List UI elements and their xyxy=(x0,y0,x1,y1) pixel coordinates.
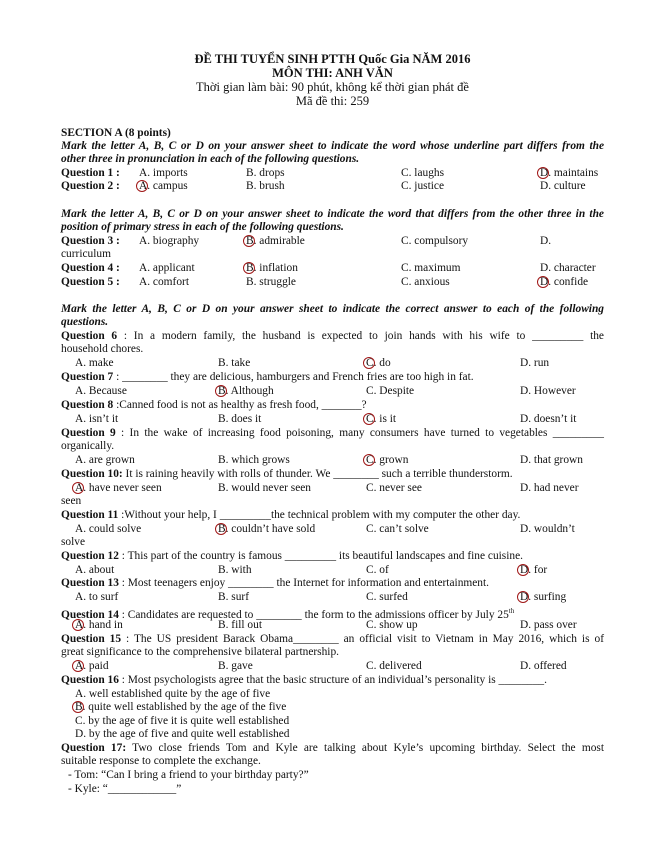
option-c[interactable]: C. do xyxy=(366,357,391,369)
instruction-correct-answer: Mark the letter A, B, C or D on your answer sheet to indicate the correct answer to each of the following xyxy=(61,303,604,315)
answer-circle-q4 xyxy=(243,262,255,274)
option-a[interactable]: A. campus xyxy=(139,180,188,192)
exam-time: Thời gian làm bài: 90 phút, không kể thời gian phát đề xyxy=(196,80,469,94)
option-c[interactable]: C. anxious xyxy=(401,276,450,288)
question-7-options xyxy=(0,385,665,399)
question-text: It is raining heavily with rolls of thunder. We ________ such a terrible thunderstorm. xyxy=(122,468,513,480)
option-b[interactable]: B. with xyxy=(218,564,252,576)
dialogue-kyle: - Kyle: “____________” xyxy=(68,783,182,795)
option-d[interactable]: D. that grown xyxy=(520,454,583,466)
question-text: : Candidates are requested to ________ the form to the admissions officer by July 25 xyxy=(118,608,509,621)
option-b[interactable]: B. fill out xyxy=(218,619,262,631)
exam-subject: MÔN THI: ANH VĂN xyxy=(272,66,393,80)
option-d[interactable]: D. However xyxy=(520,385,576,397)
option-c[interactable]: C. by the age of five it is quite well established xyxy=(75,715,290,727)
option-b[interactable]: B. quite well established by the age of the five xyxy=(75,701,287,713)
question-10-stem xyxy=(61,468,513,481)
answer-circle-q2 xyxy=(136,180,148,192)
question-15-stem xyxy=(61,633,604,646)
question-11-options xyxy=(0,523,665,537)
question-text: : Most teenagers enjoy ________ the Internet for information and entertainment. xyxy=(118,577,490,589)
option-d[interactable]: D. offered xyxy=(520,660,567,672)
question-text: : In the wake of increasing food poisoning, many consumers have turned to vegetables _________ xyxy=(115,427,604,439)
question-text: :Without your help, I _________the technical problem with my computer the other day. xyxy=(118,509,521,521)
option-a[interactable]: A. Because xyxy=(75,385,127,397)
question-label: Question 5 : xyxy=(61,276,120,288)
option-d[interactable]: D. confide xyxy=(540,276,589,288)
question-label: Question 2 : xyxy=(61,180,120,192)
question-15-options xyxy=(0,660,665,674)
instruction-stress-2: position of primary stress in each of the following questions. xyxy=(61,221,344,233)
instruction-stress: Mark the letter A, B, C or D on your answer sheet to indicate the word that differs from the other three in the xyxy=(61,208,604,220)
question-text: : Most psychologists agree that the basic structure of an individual’s personality is ________. xyxy=(118,674,547,686)
option-b[interactable]: B. inflation xyxy=(246,262,298,274)
option-d[interactable]: D. surfing xyxy=(520,591,567,603)
question-label: Question 8 xyxy=(61,399,114,411)
question-text: : This part of the country is famous _________ its beautiful landscapes and fine cuisine. xyxy=(118,550,523,562)
question-8-options xyxy=(0,413,665,427)
instruction-pronunciation-2: other three in pronunciation in each of the following questions. xyxy=(61,153,360,165)
answer-circle-q16 xyxy=(72,701,84,713)
question-text: : In a modern family, the husband is expected to join hands with his wife to _________ the xyxy=(117,330,604,342)
answer-circle-q5 xyxy=(537,276,549,288)
option-c[interactable]: C. is it xyxy=(366,413,397,425)
question-6-stem-2: household chores. xyxy=(61,343,144,355)
question-7-stem xyxy=(61,371,474,384)
answer-circle-q3 xyxy=(243,235,255,247)
question-text: Two close friends Tom and Kyle are talking about Kyle’s upcoming birthday. Select the most xyxy=(126,742,604,754)
question-6-stem xyxy=(61,330,604,343)
option-b[interactable]: B. brush xyxy=(246,180,285,192)
question-12-stem xyxy=(61,550,523,563)
option-c[interactable]: C. maximum xyxy=(401,262,461,274)
question-10-options xyxy=(0,482,665,496)
option-b[interactable]: B. drops xyxy=(246,167,285,179)
question-15-stem-2: great significance to the comprehensive bilateral partnership. xyxy=(61,646,340,658)
question-9-stem-2: organically. xyxy=(61,440,115,452)
exam-code: Mã đề thi: 259 xyxy=(295,94,370,108)
question-9-stem xyxy=(61,427,604,440)
option-b[interactable]: B. gave xyxy=(218,660,253,672)
question-label: Question 10: xyxy=(61,468,123,480)
section-heading: SECTION A (8 points) xyxy=(61,127,171,139)
option-d[interactable]: D. culture xyxy=(540,180,586,192)
question-16-stem xyxy=(61,674,547,687)
option-a[interactable]: A. biography xyxy=(139,235,200,247)
option-b[interactable]: B. Although xyxy=(218,385,274,397)
answer-circle-q1 xyxy=(537,167,549,179)
question-11-stem xyxy=(61,509,520,522)
answer-circle-q11 xyxy=(215,523,227,535)
option-b[interactable]: B. take xyxy=(218,357,251,369)
question-17-stem xyxy=(61,742,604,755)
option-d[interactable]: D. xyxy=(540,235,552,247)
answer-circle-q9 xyxy=(363,454,375,466)
option-d-continued: curriculum xyxy=(61,248,111,260)
superscript: th xyxy=(508,607,515,615)
option-b[interactable]: B. which grows xyxy=(218,454,290,466)
question-text: : The US president Barack Obama________ an official visit to Vietnam in May 2016, which is of xyxy=(121,633,604,645)
question-8-stem xyxy=(61,399,367,412)
option-c[interactable]: C. compulsory xyxy=(401,235,469,247)
question-label: Question 4 : xyxy=(61,262,120,274)
option-b[interactable]: B. would never seen xyxy=(218,482,311,494)
question-13-stem xyxy=(61,577,489,590)
option-b[interactable]: B. couldn’t have sold xyxy=(218,523,316,535)
question-12-options xyxy=(0,564,665,578)
option-b[interactable]: B. struggle xyxy=(246,276,296,288)
option-d[interactable]: D. for xyxy=(520,564,548,576)
question-14-options xyxy=(0,619,665,633)
question-5 xyxy=(0,276,665,290)
option-a[interactable]: A. well established quite by the age of five xyxy=(75,688,271,700)
option-a[interactable]: A. comfort xyxy=(139,276,189,288)
option-c[interactable]: C. laughs xyxy=(401,167,445,179)
answer-circle-q10 xyxy=(72,482,84,494)
option-c[interactable]: C. delivered xyxy=(366,660,422,672)
option-d[interactable]: D. doesn’t it xyxy=(520,413,577,425)
question-13-options xyxy=(0,591,665,605)
question-label: Question 6 xyxy=(61,330,118,342)
answer-circle-q14 xyxy=(72,619,84,631)
option-c[interactable]: C. of xyxy=(366,564,389,576)
answer-circle-q8 xyxy=(363,413,375,425)
question-label: Question 15 xyxy=(61,633,122,645)
instruction-correct-answer-2: questions. xyxy=(61,316,109,328)
option-a[interactable]: A. isn’t it xyxy=(75,413,119,425)
question-label: Question 14 xyxy=(61,608,119,621)
option-a[interactable]: A. about xyxy=(75,564,115,576)
question-17-stem-2: suitable response to complete the exchange. xyxy=(61,755,261,767)
question-9-options xyxy=(0,454,665,468)
option-c[interactable]: C. never see xyxy=(366,482,422,494)
answer-circle-q15 xyxy=(72,660,84,672)
option-d-continued: solve xyxy=(61,536,86,548)
question-4 xyxy=(0,262,665,276)
option-c[interactable]: C. grown xyxy=(366,454,409,466)
question-text: :Canned food is not as healthy as fresh food, _______? xyxy=(113,399,367,411)
dialogue-tom: - Tom: “Can I bring a friend to your birthday party?” xyxy=(68,769,309,781)
answer-circle-q13 xyxy=(517,591,529,603)
question-label: Question 12 xyxy=(61,550,119,562)
option-b[interactable]: B. does it xyxy=(218,413,262,425)
question-label: Question 1 : xyxy=(61,167,120,179)
option-c[interactable]: C. surfed xyxy=(366,591,408,603)
answer-circle-q7 xyxy=(215,385,227,397)
question-label: Question 17: xyxy=(61,742,127,754)
option-d[interactable]: D. by the age of five and quite well established xyxy=(75,728,290,740)
option-c[interactable]: C. Despite xyxy=(366,385,415,397)
answer-circle-q12 xyxy=(517,564,529,576)
option-a[interactable]: A. are grown xyxy=(75,454,135,466)
option-d-continued: seen xyxy=(61,495,82,507)
option-a[interactable]: A. paid xyxy=(75,660,109,672)
instruction-pronunciation: Mark the letter A, B, C or D on your answer sheet to indicate the word whose underline part differs from the xyxy=(61,140,604,152)
option-d[interactable]: D. maintains xyxy=(540,167,599,179)
option-a[interactable]: A. have never seen xyxy=(75,482,162,494)
option-d[interactable]: D. pass over xyxy=(520,619,577,631)
option-b[interactable]: B. surf xyxy=(218,591,250,603)
option-b[interactable]: B. admirable xyxy=(246,235,305,247)
question-2 xyxy=(0,180,665,194)
option-c[interactable]: C. show up xyxy=(366,619,418,631)
option-a[interactable]: A. applicant xyxy=(139,262,195,274)
question-6-options xyxy=(0,357,665,371)
option-a[interactable]: A. to surf xyxy=(75,591,119,603)
answer-circle-q6 xyxy=(363,357,375,369)
question-label: Question 11 xyxy=(61,509,119,521)
option-c[interactable]: C. justice xyxy=(401,180,445,192)
option-d[interactable]: D. run xyxy=(520,357,550,369)
question-label: Question 13 xyxy=(61,577,119,589)
exam-title: ĐỀ THI TUYỂN SINH PTTH Quốc Gia NĂM 2016 xyxy=(194,52,471,66)
option-d[interactable]: D. had never xyxy=(520,482,579,494)
option-a[interactable]: A. could solve xyxy=(75,523,142,535)
option-a[interactable]: A. hand in xyxy=(75,619,123,631)
option-d[interactable]: D. wouldn’t xyxy=(520,523,575,535)
question-label: Question 9 xyxy=(61,427,116,439)
option-c[interactable]: C. can’t solve xyxy=(366,523,429,535)
question-1 xyxy=(0,167,665,181)
question-text: : ________ they are delicious, hamburgers and French fries are too high in fat. xyxy=(113,371,474,383)
option-d[interactable]: D. character xyxy=(540,262,596,274)
question-3 xyxy=(0,235,665,249)
question-label: Question 16 xyxy=(61,674,119,686)
option-a[interactable]: A. imports xyxy=(139,167,188,179)
option-a[interactable]: A. make xyxy=(75,357,114,369)
question-label: Question 3 : xyxy=(61,235,120,247)
question-label: Question 7 xyxy=(61,371,114,383)
